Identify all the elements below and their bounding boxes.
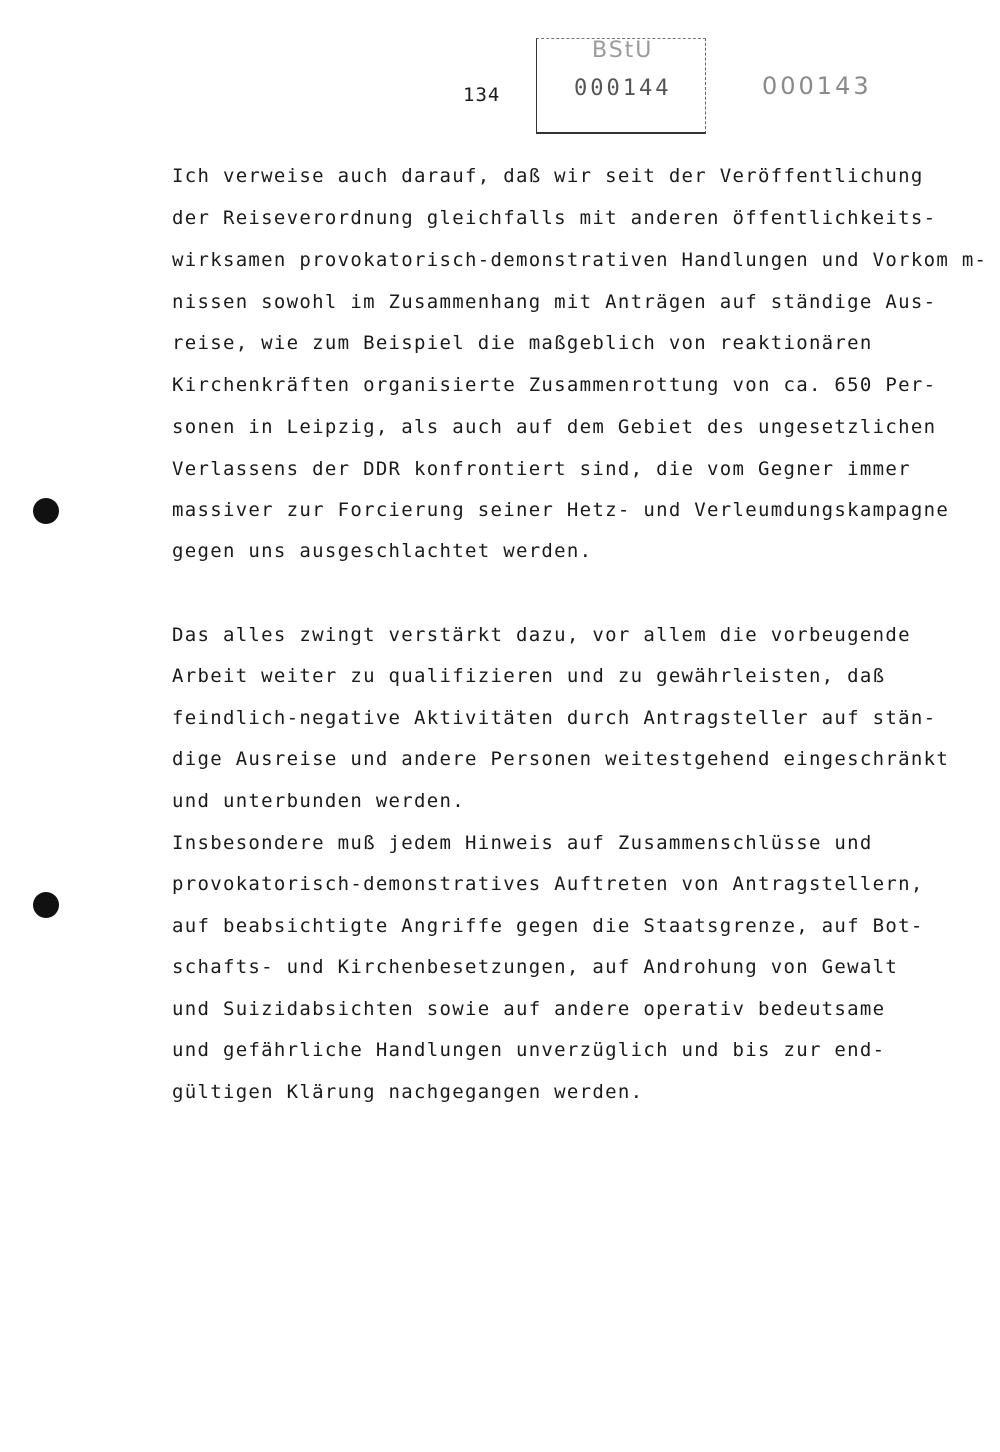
stamp-label: BStU [592, 38, 654, 63]
text-line: dige Ausreise und andere Personen weitestgehend eingeschränkt [172, 748, 950, 770]
text-line: provokatorisch-demonstratives Auftreten von Antragstellern, [172, 873, 924, 895]
text-line: schafts- und Kirchenbesetzungen, auf Androhung von Gewalt [172, 956, 899, 978]
text-line: massiver zur Forcierung seiner Hetz- und Verleumdungskampagne [172, 499, 950, 521]
text-line: feindlich-negative Aktivitäten durch Antragsteller auf stän- [172, 707, 937, 729]
text-line: gültigen Klärung nachgegangen werden. [172, 1081, 644, 1103]
stamp-number: 000144 [574, 76, 672, 101]
text-line: und Suizidabsichten sowie auf andere operativ bedeutsame [172, 998, 886, 1020]
text-line: und gefährliche Handlungen unverzüglich und bis zur end- [172, 1039, 886, 1061]
text-line: Verlassens der DDR konfrontiert sind, die vom Gegner immer [172, 458, 911, 480]
text-line: Ich verweise auch darauf, daß wir seit der Veröffentlichung [172, 165, 924, 187]
text-line: auf beabsichtigte Angriffe gegen die Staatsgrenze, auf Bot- [172, 915, 924, 937]
text-line: nissen sowohl im Zusammenhang mit Anträgen auf ständige Aus- [172, 291, 937, 313]
text-line: Arbeit weiter zu qualifizieren und zu gewährleisten, daß [172, 665, 886, 687]
text-line: Kirchenkräften organisierte Zusammenrottung von ca. 650 Per- [172, 374, 937, 396]
punch-hole [33, 892, 59, 918]
text-line: Das alles zwingt verstärkt dazu, vor allem die vorbeugende [172, 624, 911, 646]
page-number: 134 [463, 84, 501, 106]
punch-hole [33, 498, 59, 524]
text-line: und unterbunden werden. [172, 790, 465, 812]
text-line: reise, wie zum Beispiel die maßgeblich von reaktionären [172, 332, 873, 354]
archive-number: 000143 [762, 72, 872, 100]
text-line: der Reiseverordnung gleichfalls mit anderen öffentlichkeits- [172, 207, 937, 229]
text-line: wirksamen provokatorisch-demonstrativen Handlungen und Vorkom m- [172, 249, 988, 271]
text-line: gegen uns ausgeschlachtet werden. [172, 540, 593, 562]
text-line: Insbesondere muß jedem Hinweis auf Zusammenschlüsse und [172, 832, 873, 854]
text-line: sonen in Leipzig, als auch auf dem Gebiet des ungesetzlichen [172, 416, 937, 438]
